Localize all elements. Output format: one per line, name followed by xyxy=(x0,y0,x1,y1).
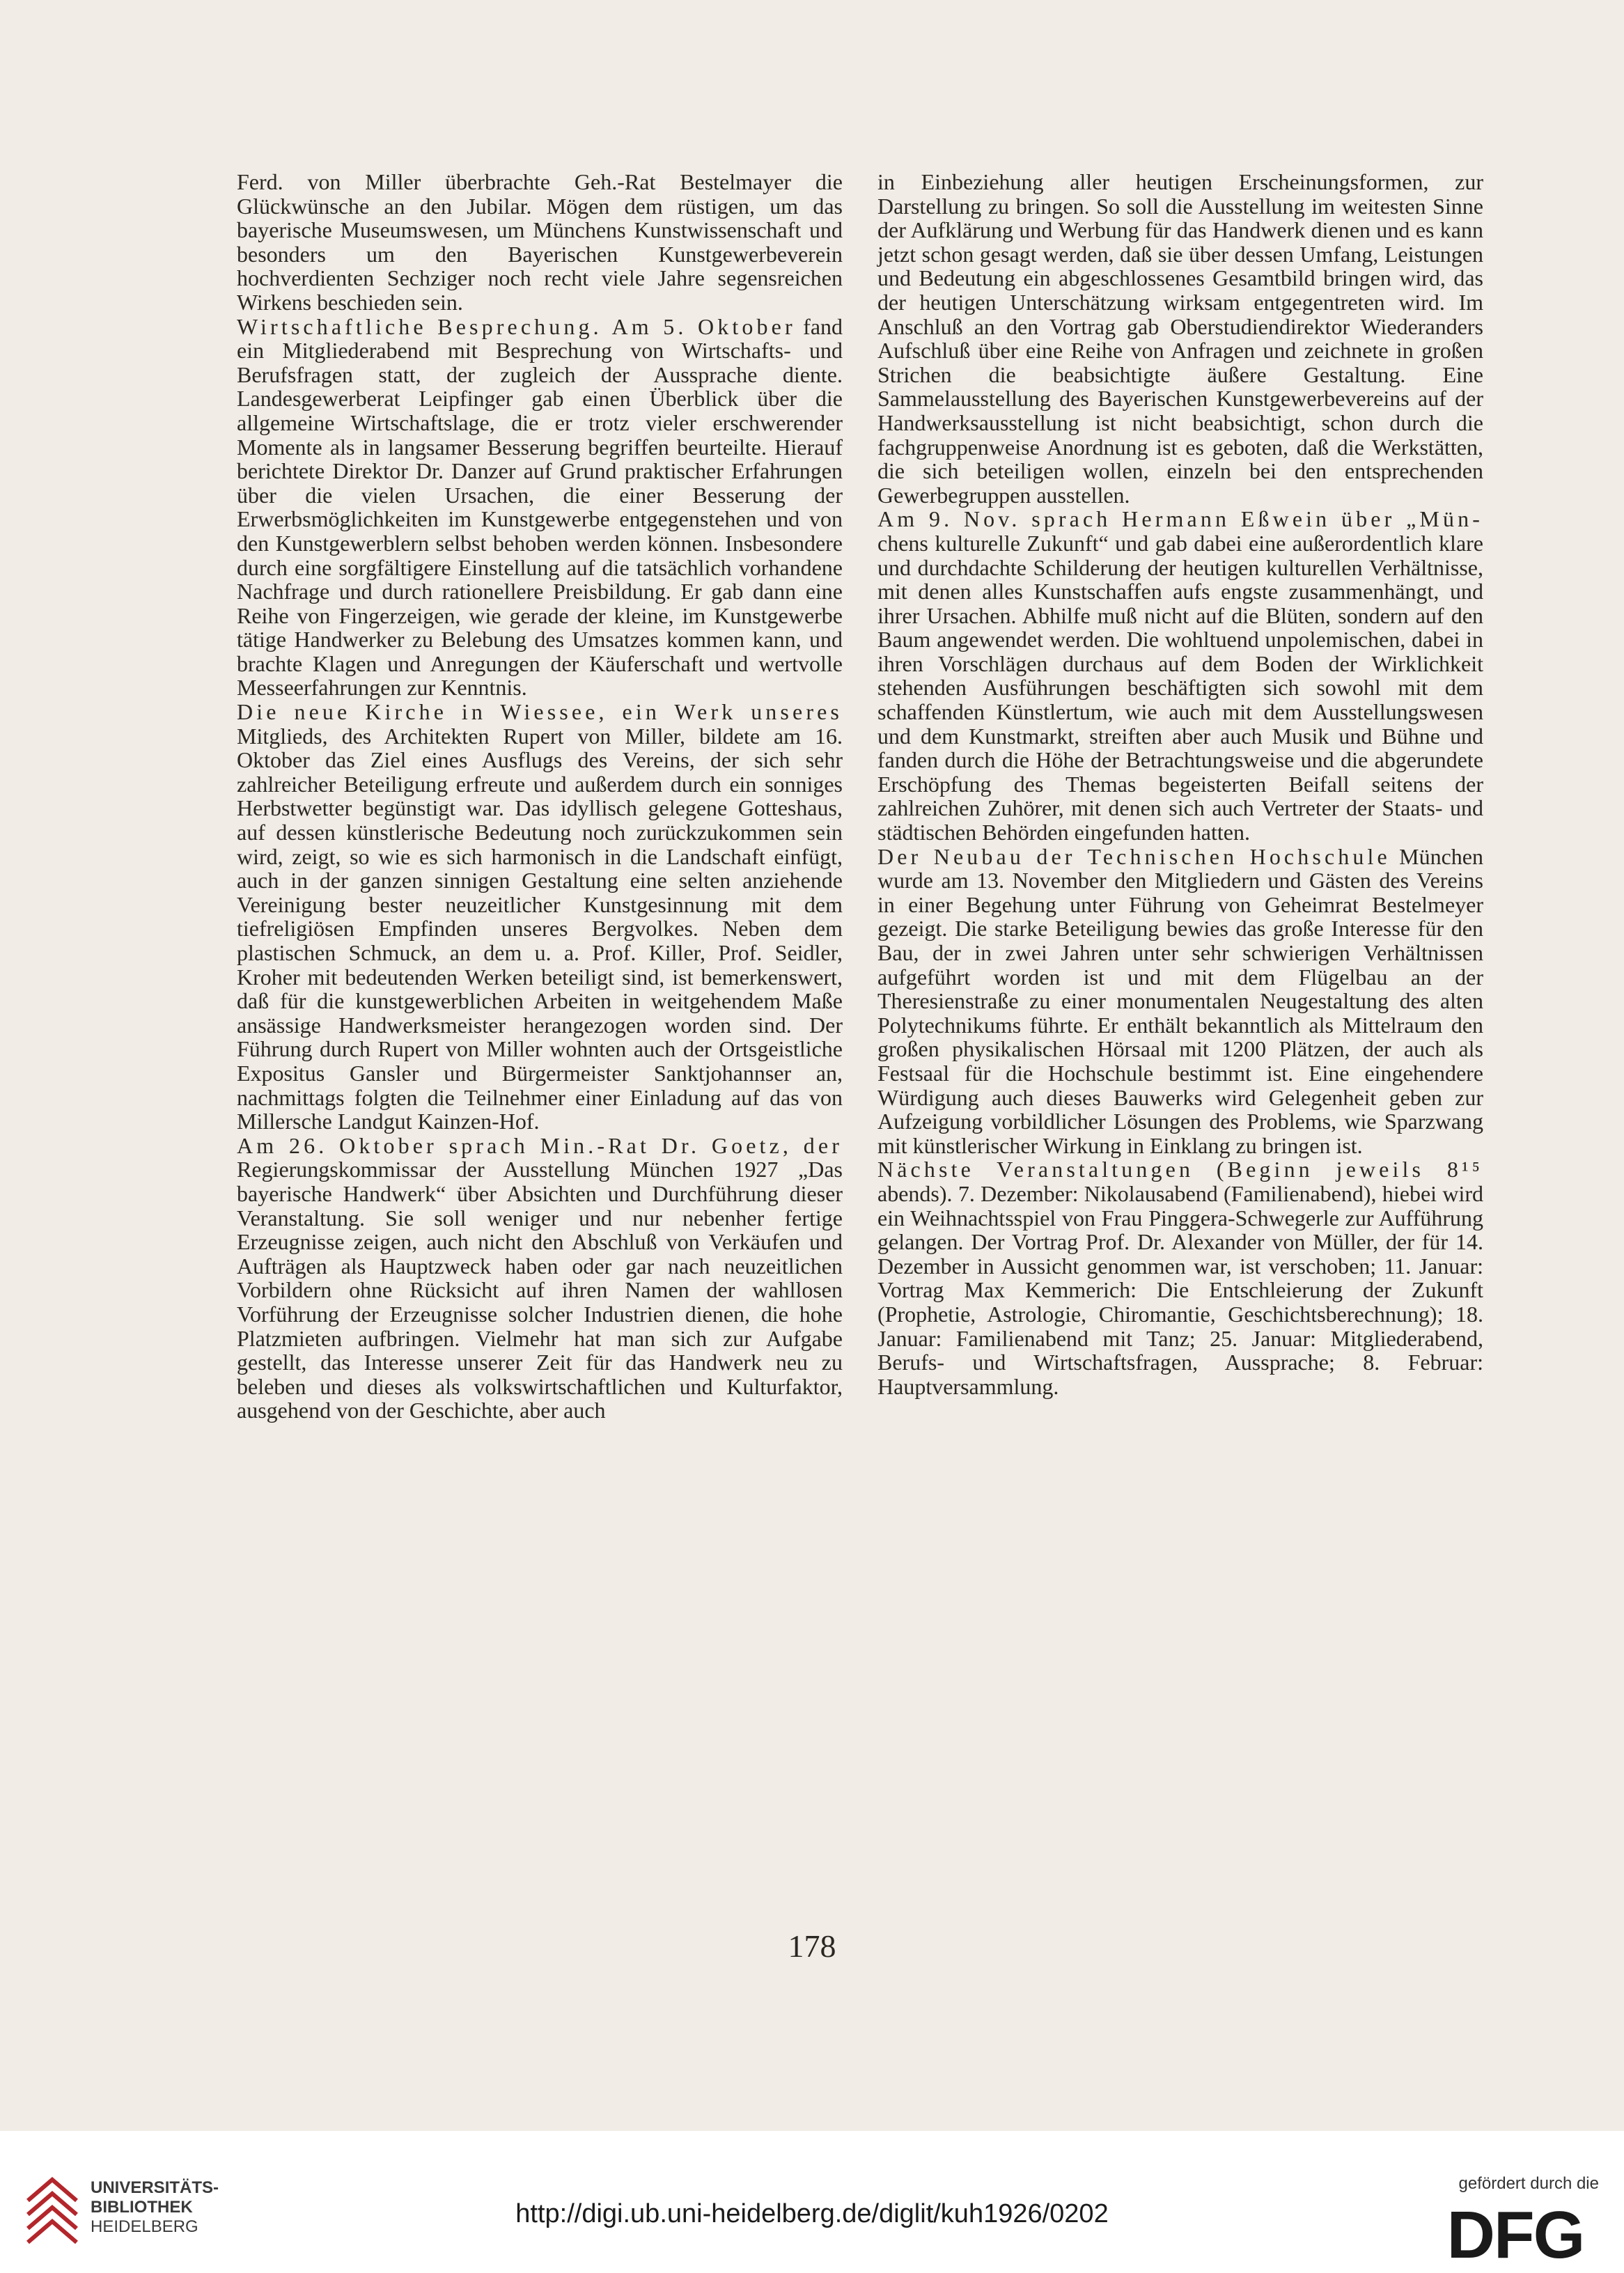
paragraph: Ferd. von Miller überbrachte Geh.-Rat Bestelmayer die Glückwünsche an den Jubilar. Mögen dem rüstigen, um das bayerische Museumswesen, um Münchens Kunstwissenschaft und besonders um den Bayerischen Kunstgewerbeverein hochverdienten Sechziger noch recht viele Jahre segensreichen Wirkens beschieden sein. xyxy=(237,169,843,315)
paragraph: Die neue Kirche in Wiessee, ein Werk unseres Mitglieds, des Architekten Rupert von Miller, bildete am 16. Oktober das Ziel eines Ausflugs des Vereins, der sich sehr zahlreicher Beteiligung erfreute und außerdem durch ein sonniges Herbstwetter begünstigt war. Das idyllisch gelegene Gotteshaus, auf dessen künstlerische Bedeutung noch zurückzukommen sein wird, zeigt, so wie es sich harmonisch in die Landschaft einfügt, auch in der ganzen sinnigen Gestaltung eine selten anziehende Vereinigung bester neuzeitlicher Kunstgesinnung mit dem tiefreligiösen Empfinden unseres Bergvolkes. Neben dem plastischen Schmuck, an dem u. a. Prof. Killer, Prof. Seidler, Kroher mit bedeutenden Werken beteiligt sind, ist bemerkenswert, daß für die kunstgewerblichen Arbeiten in weitgehendem Maße ansässige Handwerksmeister herangezogen worden sind. Der Führung durch Rupert von Miller wohnten auch der Ortsgeistliche Expositus Gansler und Bürgermeister Sanktjohannser an, nachmittags folgten die Teilnehmer einer Einladung auf das von Millersche Landgut Kainzen-Hof. xyxy=(237,699,843,1134)
section-heading: Am 9. Nov. sprach Hermann Eßwein über „Mün- xyxy=(877,506,1483,532)
funded-by-label: gefördert durch die xyxy=(1458,2174,1599,2193)
paragraph: Am 9. Nov. sprach Hermann Eßwein über „Mün- chens kulturelle Zukunft“ und gab dabei eine außerordentlich klare und durchdachte Schilderung der heutigen kulturellen Verhältnisse, mit denen alles Kunstschaffen aufs engste zusammenhängt, und ihrer Ursachen. Abhilfe muß nicht auf die Blüten, sondern auf den Baum angewendet werden. Die wohltuend unpolemischen, dabei in ihren Vorschlägen durchaus auf dem Boden der Wirklichkeit stehenden Ausführungen beschäftigten sich sowohl mit dem schaffenden Künstlertum, wie auch mit dem Ausstellungswesen und dem Kunstmarkt, streiften aber auch Musik und Bühne und fanden durch die Höhe der Betrachtungsweise und die abgerundete Erschöpfung des Themas begeisterten Beifall seitens der zahlreichen Zuhörer, mit denen sich auch Vertreter der Staats- und städtischen Behörden eingefunden hatten. xyxy=(877,506,1483,845)
section-heading: Nächste Veranstaltungen (Beginn jeweils 8¹⁵ xyxy=(877,1157,1483,1182)
library-name: UNIVERSITÄTS- BIBLIOTHEK HEIDELBERG xyxy=(91,2178,219,2236)
right-column xyxy=(877,170,1483,1398)
page-number: 178 xyxy=(788,1928,836,1964)
section-heading: Der Neubau der Technischen Hochschule xyxy=(877,843,1391,869)
section-heading: Am 26. Oktober sprach Min.-Rat Dr. Goetz, der xyxy=(237,1132,843,1158)
section-heading: Die neue Kirche in Wiessee, ein Werk unseres xyxy=(237,699,843,725)
svg-text:DFG: DFG xyxy=(1446,2201,1584,2270)
paragraph: Wirtschaftliche Besprechung. Am 5. Oktober fand ein Mitgliederabend mit Besprechung von Wirtschafts- und Berufsfragen statt, der zugleich der Aussprache diente. Landesgewerberat Leipfinger gab einen Überblick über die allgemeine Wirtschaftslage, die er trotz vieler erschwerender Momente als in langsamer Besserung begriffen beurteilte. Hierauf berichtete Direktor Dr. Danzer auf Grund praktischer Erfahrungen über die vielen Ursachen, die einer Besserung der Erwerbsmöglichkeiten im Kunstgewerbe entgegenstehen und von den Kunstgewerblern selbst behoben werden können. Insbesondere durch eine sorgfältigere Einstellung auf die tatsächlich vorhandene Nachfrage und durch rationellere Preisbildung. Er gab dann eine Reihe von Fingerzeigen, wie gerade der kleine, im Kunstgewerbe tätige Handwerker zu Belebung des Umsatzes kommen kann, und brachte Klagen und Anregungen der Käuferschaft und wertvolle Messeerfahrungen zur Kenntnis. xyxy=(237,313,843,701)
section-heading: Wirtschaftliche Besprechung. Am 5. Oktober xyxy=(237,313,796,339)
dfg-logo-icon xyxy=(1432,2201,1599,2270)
paragraph: Der Neubau der Technischen Hochschule München wurde am 13. November den Mitgliedern und Gästen des Vereins in einer Begehung unter Führung von Geheimrat Bestelmeyer gezeigt. Die starke Beteiligung bewies das große Interesse für den Bau, der in zwei Jahren unter sehr schwierigen Verhältnissen aufgeführt worden ist und mit dem Flügelbau an der Theresienstraße zu einer monumentalen Neugestaltung des alten Polytechnikums führte. Er enthält bekanntlich als Mittelraum den großen physikalischen Hörsaal mit 1200 Plätzen, der auch als Festsaal für die Hochschule bestimmt ist. Eine eingehendere Würdigung auch dieses Bauwerks wird Gelegenheit geben zur Aufzeigung vorbildlicher Lösungen des Problems, wie Sparzwang mit künstlerischer Wirkung in Einklang zu bringen ist. xyxy=(877,843,1483,1158)
paragraph: Am 26. Oktober sprach Min.-Rat Dr. Goetz, der Regierungskommissar der Ausstellung München 1927 „Das bayerische Handwerk“ über Absichten und Durchführung dieser Veranstaltung. Sie soll weniger und nur nebenher fertige Erzeugnisse zeigen, auch nicht den Abschluß von Verkäufen und Aufträgen als Hauptzweck haben oder gar nach neuzeitlichen Vorbildern ohne Rücksicht auf ihren Namen der wahllosen Vorführung der Erzeugnisse solcher Industrien dienen, die hohe Platzmieten aufbringen. Vielmehr hat man sich zur Aufgabe gestellt, das Interesse unserer Zeit für das Handwerk neu zu beleben und dieses als volkswirtschaftlichen und Kulturfaktor, ausgehend von der Geschichte, aber auch xyxy=(237,1132,843,1423)
paragraph: Nächste Veranstaltungen (Beginn jeweils 8¹⁵ abends). 7. Dezember: Nikolausabend (Familienabend), hiebei wird ein Weihnachtsspiel von Frau Pinggera-Schwegerle zur Aufführung gelangen. Der Vortrag Prof. Dr. Alexander von Müller, der für 14. Dezember in Aussicht genommen war, ist verschoben; 11. Januar: Vortrag Max Kemmerich: Die Entschleierung der Zukunft (Prophetie, Astrologie, Chiromantie, Geschichtsberechnung); 18. Januar: Familienabend mit Tanz; 25. Januar: Mitgliederabend, Berufs- und Wirtschaftsfragen, Aussprache; 8. Februar: Hauptversammlung. xyxy=(877,1157,1483,1399)
left-column xyxy=(237,170,843,1423)
source-url-link[interactable]: http://digi.ub.uni-heidelberg.de/diglit/kuh1926/0202 xyxy=(515,2199,1109,2228)
paragraph: in Einbeziehung aller heutigen Erscheinungsformen, zur Darstellung zu bringen. So soll die Ausstellung im weitesten Sinne der Aufklärung und Werbung für das Handwerk dienen und es kann jetzt schon gesagt werden, daß sie über dessen Umfang, Leistungen und Bedeutung ein abgeschlossenes Gesamtbild bringen wird, das der heutigen Unterschätzung wirksam entgegentreten wird. Im Anschluß an den Vortrag gab Oberstudiendirektor Wiederanders Aufschluß über eine Reihe von Anfragen und zeichnete in großen Strichen die beabsichtigte äußere Gestaltung. Eine Sammelausstellung des Bayerischen Kunstgewerbevereins auf der Handwerksausstellung ist nicht beabsichtigt, schon durch die fachgruppenweise Anordnung ist es geboten, daß die Werkstätten, die sich beteiligen wollen, einzeln bei den entsprechenden Gewerbegruppen ausstellen. xyxy=(877,169,1483,508)
footer-bar xyxy=(0,2131,1624,2273)
